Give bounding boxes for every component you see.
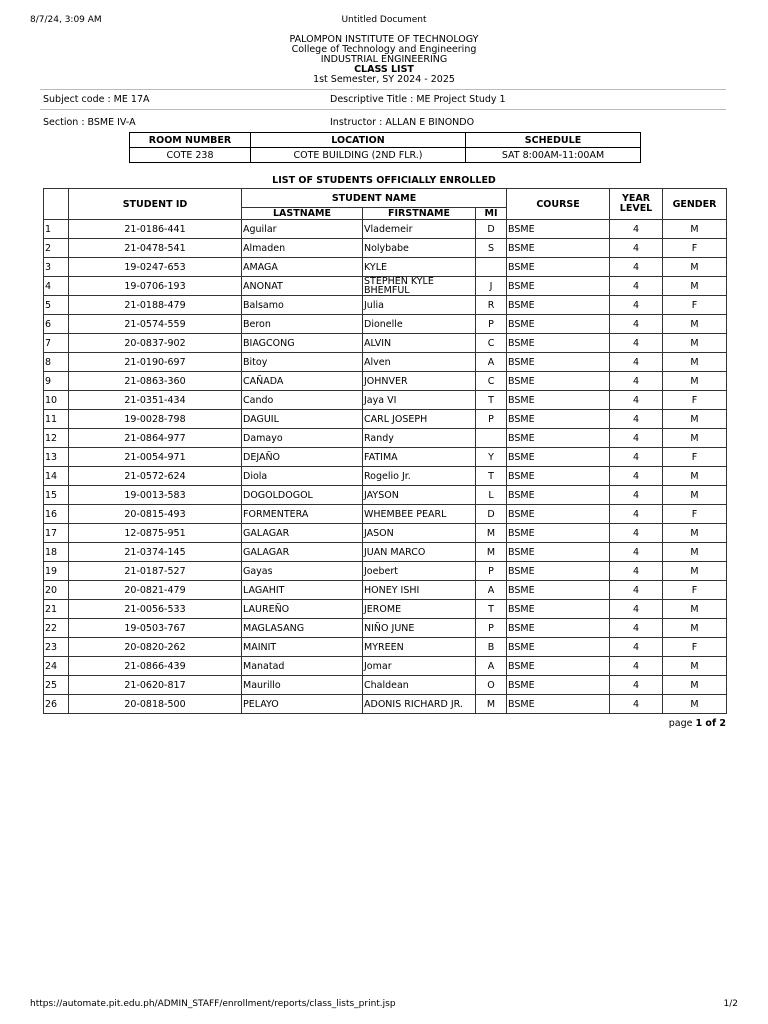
section: Section : BSME IV-A bbox=[43, 117, 136, 128]
table-row bbox=[44, 505, 727, 524]
row-number-cell: 15 bbox=[44, 486, 69, 505]
lastname-cell: MAGLASANG bbox=[242, 619, 363, 638]
middle-initial-cell: S bbox=[476, 239, 507, 258]
row-number-cell: 10 bbox=[44, 391, 69, 410]
row-number-cell: 26 bbox=[44, 695, 69, 714]
row-number-cell: 7 bbox=[44, 334, 69, 353]
course-cell: BSME bbox=[507, 315, 610, 334]
middle-initial-cell: T bbox=[476, 600, 507, 619]
firstname-cell: KYLE bbox=[363, 258, 476, 277]
course-cell: BSME bbox=[507, 543, 610, 562]
middle-initial-cell: C bbox=[476, 372, 507, 391]
gender-cell: M bbox=[663, 429, 727, 448]
gender-cell: M bbox=[663, 695, 727, 714]
gender-cell: F bbox=[663, 296, 727, 315]
firstname-cell: JASON bbox=[363, 524, 476, 543]
row-number-cell: 23 bbox=[44, 638, 69, 657]
firstname-cell: ALVIN bbox=[363, 334, 476, 353]
gender-cell: M bbox=[663, 543, 727, 562]
lastname-cell: Almaden bbox=[242, 239, 363, 258]
course-cell: BSME bbox=[507, 353, 610, 372]
row-number-cell: 17 bbox=[44, 524, 69, 543]
firstname-cell: NIÑO JUNE bbox=[363, 619, 476, 638]
subject-code: Subject code : ME 17A bbox=[43, 94, 150, 105]
table-row bbox=[44, 258, 727, 277]
middle-initial-cell: A bbox=[476, 353, 507, 372]
year-level-header: YEAR LEVEL bbox=[610, 189, 663, 220]
firstname-cell: Alven bbox=[363, 353, 476, 372]
table-row bbox=[44, 562, 727, 581]
gender-cell: M bbox=[663, 619, 727, 638]
gender-cell: F bbox=[663, 581, 727, 600]
gender-header: GENDER bbox=[663, 189, 727, 220]
row-number-cell: 8 bbox=[44, 353, 69, 372]
room-table bbox=[129, 132, 641, 163]
middle-initial-cell: P bbox=[476, 410, 507, 429]
room-number: COTE 238 bbox=[130, 148, 251, 163]
middle-initial-cell: C bbox=[476, 334, 507, 353]
student-id-cell: 12-0875-951 bbox=[69, 524, 242, 543]
table-row bbox=[44, 410, 727, 429]
lastname-cell: ANONAT bbox=[242, 277, 363, 296]
student-id-cell: 21-0620-817 bbox=[69, 676, 242, 695]
student-id-cell: 21-0054-971 bbox=[69, 448, 242, 467]
course-cell: BSME bbox=[507, 429, 610, 448]
document-title: Untitled Document bbox=[341, 15, 427, 25]
student-id-cell: 20-0815-493 bbox=[69, 505, 242, 524]
student-id-cell: 21-0056-533 bbox=[69, 600, 242, 619]
row-number-cell: 16 bbox=[44, 505, 69, 524]
lastname-cell: Aguilar bbox=[242, 220, 363, 239]
course-cell: BSME bbox=[507, 258, 610, 277]
lastname-cell: DEJAÑO bbox=[242, 448, 363, 467]
table-row bbox=[44, 448, 727, 467]
year-level-cell: 4 bbox=[610, 220, 663, 239]
gender-cell: M bbox=[663, 315, 727, 334]
row-number-cell: 9 bbox=[44, 372, 69, 391]
lastname-cell: Cando bbox=[242, 391, 363, 410]
gender-cell: M bbox=[663, 562, 727, 581]
lastname-cell: BIAGCONG bbox=[242, 334, 363, 353]
lastname-cell: Bitoy bbox=[242, 353, 363, 372]
table-row bbox=[44, 543, 727, 562]
table-row bbox=[44, 296, 727, 315]
firstname-header: FIRSTNAME bbox=[363, 208, 476, 220]
firstname-cell: Chaldean bbox=[363, 676, 476, 695]
year-level-cell: 4 bbox=[610, 695, 663, 714]
middle-initial-cell: L bbox=[476, 486, 507, 505]
lastname-cell: FORMENTERA bbox=[242, 505, 363, 524]
student-id-cell: 20-0821-479 bbox=[69, 581, 242, 600]
table-row bbox=[44, 657, 727, 676]
pagination-prefix: page bbox=[668, 718, 693, 729]
table-row bbox=[44, 239, 727, 258]
middle-initial-cell: Y bbox=[476, 448, 507, 467]
course-cell: BSME bbox=[507, 220, 610, 239]
middle-initial-cell: B bbox=[476, 638, 507, 657]
firstname-cell: Jaya VI bbox=[363, 391, 476, 410]
table-row bbox=[44, 524, 727, 543]
firstname-cell: CARL JOSEPH bbox=[363, 410, 476, 429]
middle-initial-cell: O bbox=[476, 676, 507, 695]
gender-cell: M bbox=[663, 600, 727, 619]
table-row bbox=[44, 676, 727, 695]
lastname-cell: DAGUIL bbox=[242, 410, 363, 429]
year-level-cell: 4 bbox=[610, 581, 663, 600]
year-level-cell: 4 bbox=[610, 410, 663, 429]
middle-initial-cell: D bbox=[476, 505, 507, 524]
lastname-cell: GALAGAR bbox=[242, 543, 363, 562]
course-cell: BSME bbox=[507, 505, 610, 524]
table-row bbox=[44, 277, 727, 296]
row-number-cell: 19 bbox=[44, 562, 69, 581]
year-level-cell: 4 bbox=[610, 619, 663, 638]
student-id-cell: 19-0028-798 bbox=[69, 410, 242, 429]
table-row bbox=[44, 315, 727, 334]
divider bbox=[40, 89, 726, 90]
middle-initial-cell: D bbox=[476, 220, 507, 239]
row-number-cell: 2 bbox=[44, 239, 69, 258]
table-row bbox=[44, 220, 727, 239]
course-cell: BSME bbox=[507, 467, 610, 486]
student-id-cell: 21-0863-360 bbox=[69, 372, 242, 391]
year-level-cell: 4 bbox=[610, 467, 663, 486]
row-number-cell: 12 bbox=[44, 429, 69, 448]
print-page-counter: 1/2 bbox=[723, 999, 738, 1009]
middle-initial-cell: M bbox=[476, 543, 507, 562]
firstname-cell: MYREEN bbox=[363, 638, 476, 657]
report-title: CLASS LIST bbox=[354, 64, 414, 75]
row-number-cell: 1 bbox=[44, 220, 69, 239]
gender-cell: M bbox=[663, 486, 727, 505]
table-row bbox=[44, 619, 727, 638]
firstname-cell: JUAN MARCO bbox=[363, 543, 476, 562]
lastname-cell: MAINIT bbox=[242, 638, 363, 657]
row-number-cell: 13 bbox=[44, 448, 69, 467]
course-cell: BSME bbox=[507, 638, 610, 657]
gender-cell: F bbox=[663, 391, 727, 410]
table-row bbox=[44, 600, 727, 619]
gender-cell: M bbox=[663, 372, 727, 391]
student-id-header: STUDENT ID bbox=[69, 189, 242, 220]
row-number-cell: 3 bbox=[44, 258, 69, 277]
year-level-cell: 4 bbox=[610, 505, 663, 524]
schedule-header: SCHEDULE bbox=[466, 133, 641, 148]
firstname-cell: Randy bbox=[363, 429, 476, 448]
course-cell: BSME bbox=[507, 600, 610, 619]
row-number-cell: 20 bbox=[44, 581, 69, 600]
gender-cell: M bbox=[663, 657, 727, 676]
table-row bbox=[44, 334, 727, 353]
table-row bbox=[44, 429, 727, 448]
year-level-cell: 4 bbox=[610, 372, 663, 391]
student-id-cell: 19-0247-653 bbox=[69, 258, 242, 277]
gender-cell: M bbox=[663, 277, 727, 296]
firstname-cell: FATIMA bbox=[363, 448, 476, 467]
middle-initial-cell: A bbox=[476, 657, 507, 676]
year-level-cell: 4 bbox=[610, 258, 663, 277]
firstname-cell: HONEY ISHI bbox=[363, 581, 476, 600]
college-name: College of Technology and Engineering bbox=[291, 44, 477, 55]
middle-initial-cell: R bbox=[476, 296, 507, 315]
student-id-cell: 21-0186-441 bbox=[69, 220, 242, 239]
year-level-cell: 4 bbox=[610, 524, 663, 543]
lastname-cell: Beron bbox=[242, 315, 363, 334]
gender-cell: F bbox=[663, 638, 727, 657]
student-id-cell: 21-0572-624 bbox=[69, 467, 242, 486]
middle-initial-cell: P bbox=[476, 562, 507, 581]
gender-cell: M bbox=[663, 258, 727, 277]
term: 1st Semester, SY 2024 - 2025 bbox=[313, 74, 455, 85]
lastname-cell: GALAGAR bbox=[242, 524, 363, 543]
course-cell: BSME bbox=[507, 391, 610, 410]
lastname-cell: LAUREÑO bbox=[242, 600, 363, 619]
course-cell: BSME bbox=[507, 524, 610, 543]
middle-initial-cell: T bbox=[476, 467, 507, 486]
course-cell: BSME bbox=[507, 239, 610, 258]
lastname-header: LASTNAME bbox=[242, 208, 363, 220]
year-level-cell: 4 bbox=[610, 562, 663, 581]
year-level-cell: 4 bbox=[610, 657, 663, 676]
middle-initial-cell: T bbox=[476, 391, 507, 410]
course-cell: BSME bbox=[507, 277, 610, 296]
table-row bbox=[44, 581, 727, 600]
course-cell: BSME bbox=[507, 676, 610, 695]
gender-cell: M bbox=[663, 410, 727, 429]
institution-name: PALOMPON INSTITUTE OF TECHNOLOGY bbox=[289, 34, 479, 45]
lastname-cell: AMAGA bbox=[242, 258, 363, 277]
year-level-cell: 4 bbox=[610, 391, 663, 410]
lastname-cell: Manatad bbox=[242, 657, 363, 676]
year-level-cell: 4 bbox=[610, 315, 663, 334]
print-url: https://automate.pit.edu.ph/ADMIN_STAFF/enrollment/reports/class_lists_print.jsp bbox=[30, 999, 396, 1009]
student-id-cell: 20-0818-500 bbox=[69, 695, 242, 714]
year-level-cell: 4 bbox=[610, 676, 663, 695]
lastname-cell: CAÑADA bbox=[242, 372, 363, 391]
middle-initial-cell: J bbox=[476, 277, 507, 296]
room-number-header: ROOM NUMBER bbox=[130, 133, 251, 148]
table-row bbox=[44, 695, 727, 714]
gender-cell: M bbox=[663, 353, 727, 372]
student-id-cell: 21-0187-527 bbox=[69, 562, 242, 581]
course-cell: BSME bbox=[507, 296, 610, 315]
lastname-cell: Diola bbox=[242, 467, 363, 486]
student-id-cell: 20-0837-902 bbox=[69, 334, 242, 353]
course-cell: BSME bbox=[507, 372, 610, 391]
gender-cell: M bbox=[663, 524, 727, 543]
middle-initial-cell: P bbox=[476, 619, 507, 638]
firstname-cell: JEROME bbox=[363, 600, 476, 619]
middle-initial-cell bbox=[476, 429, 507, 448]
table-row bbox=[44, 391, 727, 410]
lastname-cell: LAGAHIT bbox=[242, 581, 363, 600]
descriptive-title: Descriptive Title : ME Project Study 1 bbox=[330, 94, 506, 105]
row-number-cell: 4 bbox=[44, 277, 69, 296]
student-id-cell: 19-0013-583 bbox=[69, 486, 242, 505]
location-header: LOCATION bbox=[251, 133, 466, 148]
row-number-cell: 25 bbox=[44, 676, 69, 695]
mi-header: MI bbox=[476, 208, 507, 220]
print-datetime: 8/7/24, 3:09 AM bbox=[30, 15, 102, 25]
student-id-cell: 21-0188-479 bbox=[69, 296, 242, 315]
gender-cell: M bbox=[663, 467, 727, 486]
table-row bbox=[44, 467, 727, 486]
year-level-cell: 4 bbox=[610, 277, 663, 296]
row-number-cell: 6 bbox=[44, 315, 69, 334]
student-id-cell: 19-0706-193 bbox=[69, 277, 242, 296]
student-id-cell: 21-0190-697 bbox=[69, 353, 242, 372]
course-cell: BSME bbox=[507, 334, 610, 353]
course-cell: BSME bbox=[507, 695, 610, 714]
student-id-cell: 21-0866-439 bbox=[69, 657, 242, 676]
row-number-cell: 21 bbox=[44, 600, 69, 619]
course-cell: BSME bbox=[507, 657, 610, 676]
middle-initial-cell: M bbox=[476, 695, 507, 714]
firstname-cell: JAYSON bbox=[363, 486, 476, 505]
year-level-cell: 4 bbox=[610, 429, 663, 448]
year-level-cell: 4 bbox=[610, 600, 663, 619]
pagination-value: 1 of 2 bbox=[695, 718, 726, 729]
course-cell: BSME bbox=[507, 619, 610, 638]
student-id-cell: 21-0864-977 bbox=[69, 429, 242, 448]
middle-initial-cell bbox=[476, 258, 507, 277]
table-row bbox=[44, 486, 727, 505]
firstname-cell: ADONIS RICHARD JR. bbox=[363, 695, 476, 714]
lastname-cell: Damayo bbox=[242, 429, 363, 448]
row-number-cell: 24 bbox=[44, 657, 69, 676]
course-cell: BSME bbox=[507, 486, 610, 505]
schedule: SAT 8:00AM-11:00AM bbox=[466, 148, 641, 163]
divider bbox=[40, 109, 726, 110]
firstname-cell: Jomar bbox=[363, 657, 476, 676]
student-id-cell: 21-0478-541 bbox=[69, 239, 242, 258]
course-cell: BSME bbox=[507, 448, 610, 467]
middle-initial-cell: A bbox=[476, 581, 507, 600]
firstname-cell: Rogelio Jr. bbox=[363, 467, 476, 486]
firstname-cell: JOHNVER bbox=[363, 372, 476, 391]
student-id-cell: 21-0351-434 bbox=[69, 391, 242, 410]
firstname-cell: Julia bbox=[363, 296, 476, 315]
lastname-cell: Gayas bbox=[242, 562, 363, 581]
gender-cell: F bbox=[663, 239, 727, 258]
department-name: INDUSTRIAL ENGINEERING bbox=[320, 54, 448, 65]
course-cell: BSME bbox=[507, 562, 610, 581]
firstname-cell: WHEMBEE PEARL bbox=[363, 505, 476, 524]
course-header: COURSE bbox=[507, 189, 610, 220]
course-cell: BSME bbox=[507, 410, 610, 429]
gender-cell: M bbox=[663, 676, 727, 695]
lastname-cell: PELAYO bbox=[242, 695, 363, 714]
firstname-cell: Joebert bbox=[363, 562, 476, 581]
student-id-cell: 21-0374-145 bbox=[69, 543, 242, 562]
year-level-cell: 4 bbox=[610, 353, 663, 372]
gender-cell: F bbox=[663, 448, 727, 467]
student-id-cell: 19-0503-767 bbox=[69, 619, 242, 638]
location: COTE BUILDING (2ND FLR.) bbox=[251, 148, 466, 163]
year-level-cell: 4 bbox=[610, 638, 663, 657]
year-level-cell: 4 bbox=[610, 448, 663, 467]
lastname-cell: Balsamo bbox=[242, 296, 363, 315]
gender-cell: M bbox=[663, 220, 727, 239]
middle-initial-cell: P bbox=[476, 315, 507, 334]
gender-cell: F bbox=[663, 505, 727, 524]
firstname-cell: Nolybabe bbox=[363, 239, 476, 258]
year-level-cell: 4 bbox=[610, 334, 663, 353]
pagination bbox=[669, 718, 726, 729]
year-level-cell: 4 bbox=[610, 296, 663, 315]
row-number-cell: 5 bbox=[44, 296, 69, 315]
firstname-cell: Vlademeir bbox=[363, 220, 476, 239]
student-table bbox=[43, 188, 727, 714]
table-row bbox=[44, 353, 727, 372]
row-number-cell: 22 bbox=[44, 619, 69, 638]
course-cell: BSME bbox=[507, 581, 610, 600]
student-id-cell: 21-0574-559 bbox=[69, 315, 242, 334]
student-name-header: STUDENT NAME bbox=[242, 189, 507, 208]
firstname-cell: Dionelle bbox=[363, 315, 476, 334]
year-level-cell: 4 bbox=[610, 543, 663, 562]
gender-cell: M bbox=[663, 334, 727, 353]
list-title: LIST OF STUDENTS OFFICIALLY ENROLLED bbox=[272, 175, 496, 186]
student-id-cell: 20-0820-262 bbox=[69, 638, 242, 657]
firstname-cell: STEPHEN KYLE BHEMFUL bbox=[363, 277, 476, 296]
row-number-cell: 18 bbox=[44, 543, 69, 562]
middle-initial-cell: M bbox=[476, 524, 507, 543]
instructor: Instructor : ALLAN E BINONDO bbox=[330, 117, 475, 128]
year-level-cell: 4 bbox=[610, 239, 663, 258]
row-number-cell: 14 bbox=[44, 467, 69, 486]
table-row bbox=[44, 638, 727, 657]
table-row bbox=[44, 372, 727, 391]
year-level-cell: 4 bbox=[610, 486, 663, 505]
lastname-cell: DOGOLDOGOL bbox=[242, 486, 363, 505]
row-number-header bbox=[44, 189, 69, 220]
row-number-cell: 11 bbox=[44, 410, 69, 429]
lastname-cell: Maurillo bbox=[242, 676, 363, 695]
